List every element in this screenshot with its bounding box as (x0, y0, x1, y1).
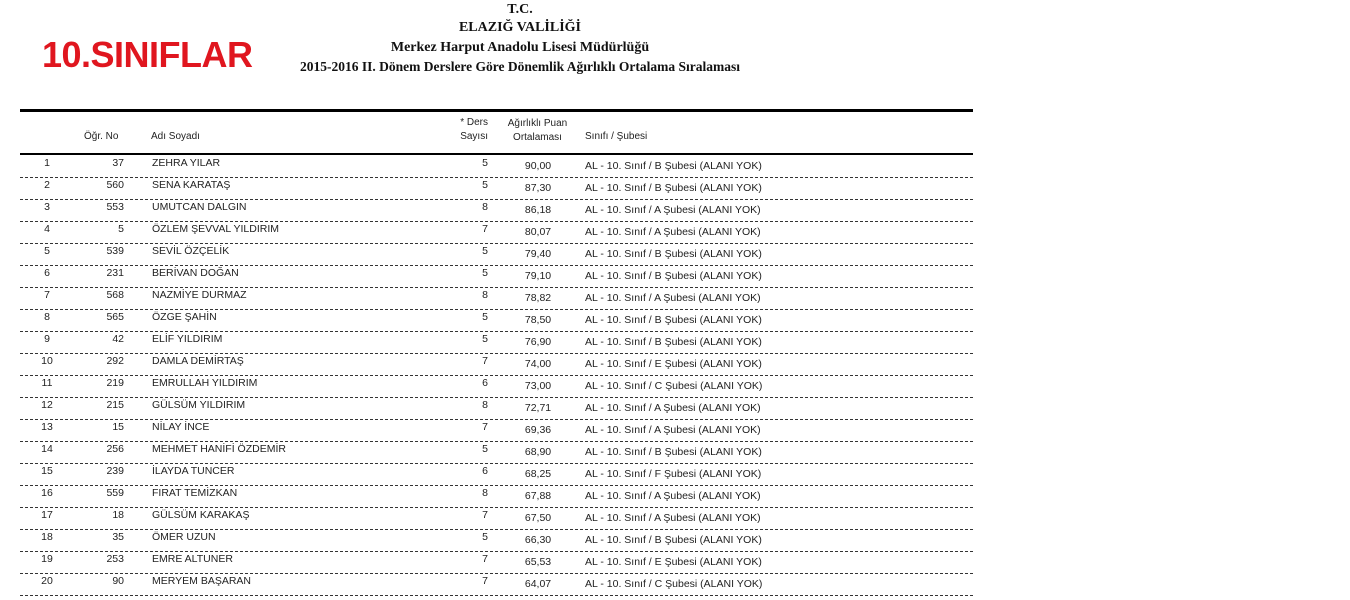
table-row (20, 573, 973, 596)
header-school: Merkez Harput Anadolu Lisesi Müdürlüğü (390, 40, 650, 55)
cell-rank: 20 (41, 575, 53, 587)
cell-puan: 90,00 (524, 160, 552, 172)
cell-no: 231 (106, 267, 124, 279)
table-row (20, 551, 973, 574)
col-header-puan-1: Ağırlıklı Puan (507, 118, 568, 129)
cell-ders: 7 (482, 553, 488, 565)
cell-no: 253 (106, 553, 124, 565)
cell-ders: 5 (482, 267, 488, 279)
report-title: 2015-2016 II. Dönem Derslere Göre Dönemlik Ağırlıklı Ortalama Sıralaması (299, 59, 741, 74)
table-row (20, 463, 973, 486)
cell-no: 560 (106, 179, 124, 191)
header-line-tc: T.C. (507, 2, 533, 17)
cell-sinif: AL - 10. Sınıf / B Şubesi (ALANI YOK) (585, 534, 762, 546)
cell-puan: 76,90 (524, 336, 552, 348)
cell-rank: 10 (41, 355, 53, 367)
cell-no: 90 (112, 575, 124, 587)
cell-ders: 5 (482, 443, 488, 455)
cell-sinif: AL - 10. Sınıf / E Şubesi (ALANI YOK) (585, 358, 762, 370)
cell-ders: 7 (482, 509, 488, 521)
cell-sinif: AL - 10. Sınıf / B Şubesi (ALANI YOK) (585, 314, 762, 326)
cell-name: UMUTCAN DALGIN (152, 201, 247, 213)
cell-sinif: AL - 10. Sınıf / F Şubesi (ALANI YOK) (585, 468, 762, 480)
cell-rank: 7 (44, 289, 50, 301)
cell-ders: 8 (482, 487, 488, 499)
table-row (20, 243, 973, 266)
cell-sinif: AL - 10. Sınıf / C Şubesi (ALANI YOK) (585, 380, 763, 392)
cell-rank: 2 (44, 179, 50, 191)
cell-no: 18 (112, 509, 124, 521)
cell-puan: 78,82 (524, 292, 552, 304)
cell-no: 568 (106, 289, 124, 301)
cell-no: 215 (106, 399, 124, 411)
header-governorship: ELAZIĞ VALİLİĞİ (458, 20, 582, 35)
cell-puan: 67,50 (524, 512, 552, 524)
cell-no: 559 (106, 487, 124, 499)
cell-rank: 12 (41, 399, 53, 411)
table-row (20, 529, 973, 552)
cell-name: NAZMİYE DURMAZ (152, 289, 247, 301)
cell-sinif: AL - 10. Sınıf / A Şubesi (ALANI YOK) (585, 490, 761, 502)
table-row (20, 441, 973, 464)
cell-rank: 13 (41, 421, 53, 433)
cell-no: 292 (106, 355, 124, 367)
cell-name: EMRULLAH YILDIRIM (152, 377, 258, 389)
col-header-puan-2: Ortalaması (513, 132, 562, 143)
cell-puan: 69,36 (524, 424, 552, 436)
cell-no: 15 (112, 421, 124, 433)
table-row (20, 309, 973, 332)
table-row (20, 221, 973, 244)
cell-puan: 66,30 (524, 534, 552, 546)
cell-puan: 68,90 (524, 446, 552, 458)
cell-sinif: AL - 10. Sınıf / A Şubesi (ALANI YOK) (585, 204, 761, 216)
col-header-sinif: Sınıfı / Şubesi (585, 131, 648, 142)
cell-sinif: AL - 10. Sınıf / A Şubesi (ALANI YOK) (585, 402, 761, 414)
cell-sinif: AL - 10. Sınıf / A Şubesi (ALANI YOK) (585, 424, 761, 436)
cell-ders: 5 (482, 531, 488, 543)
cell-puan: 87,30 (524, 182, 552, 194)
cell-name: EMRE ALTUNER (152, 553, 233, 565)
col-header-ders-2: Sayısı (460, 131, 488, 142)
table-row (20, 177, 973, 200)
cell-no: 5 (118, 223, 124, 235)
cell-rank: 16 (41, 487, 53, 499)
cell-no: 256 (106, 443, 124, 455)
cell-name: SEVİL ÖZÇELİK (152, 245, 230, 257)
table-row (20, 485, 973, 508)
cell-sinif: AL - 10. Sınıf / B Şubesi (ALANI YOK) (585, 336, 762, 348)
table-row (20, 287, 973, 310)
cell-rank: 4 (44, 223, 50, 235)
cell-name: İLAYDA TUNCER (152, 465, 235, 477)
cell-no: 539 (106, 245, 124, 257)
cell-sinif: AL - 10. Sınıf / A Şubesi (ALANI YOK) (585, 512, 761, 524)
cell-puan: 80,07 (524, 226, 552, 238)
cell-no: 219 (106, 377, 124, 389)
table-top-rule (20, 109, 973, 112)
cell-puan: 78,50 (524, 314, 552, 326)
cell-rank: 15 (41, 465, 53, 477)
cell-puan: 74,00 (524, 358, 552, 370)
cell-name: DAMLA DEMİRTAŞ (152, 355, 244, 367)
table-row (20, 397, 973, 420)
cell-name: MERYEM BAŞARAN (152, 575, 251, 587)
cell-no: 42 (112, 333, 124, 345)
cell-puan: 64,07 (524, 578, 552, 590)
table-row (20, 331, 973, 354)
cell-puan: 65,53 (524, 556, 552, 568)
cell-sinif: AL - 10. Sınıf / A Şubesi (ALANI YOK) (585, 292, 761, 304)
cell-no: 239 (106, 465, 124, 477)
table-row (20, 507, 973, 530)
cell-name: ÖZLEM ŞEVVAL YILDIRIM (152, 223, 280, 235)
cell-name: GÜLSÜM YILDIRIM (152, 399, 246, 411)
cell-name: ÖMER UZUN (152, 531, 216, 543)
cell-ders: 5 (482, 333, 488, 345)
cell-ders: 8 (482, 289, 488, 301)
table-row (20, 419, 973, 442)
cell-ders: 6 (482, 465, 488, 477)
cell-rank: 17 (41, 509, 53, 521)
cell-name: BERİVAN DOĞAN (152, 267, 239, 279)
cell-rank: 9 (44, 333, 50, 345)
cell-sinif: AL - 10. Sınıf / C Şubesi (ALANI YOK) (585, 578, 763, 590)
cell-sinif: AL - 10. Sınıf / E Şubesi (ALANI YOK) (585, 556, 762, 568)
cell-name: SENA KARATAŞ (152, 179, 231, 191)
cell-ders: 7 (482, 421, 488, 433)
cell-puan: 79,40 (524, 248, 552, 260)
cell-puan: 86,18 (524, 204, 552, 216)
col-header-ders-1: * Ders (460, 117, 488, 128)
cell-no: 37 (112, 157, 124, 169)
cell-name: ELİF YILDIRIM (152, 333, 223, 345)
cell-sinif: AL - 10. Sınıf / B Şubesi (ALANI YOK) (585, 270, 762, 282)
cell-sinif: AL - 10. Sınıf / B Şubesi (ALANI YOK) (585, 248, 762, 260)
cell-no: 35 (112, 531, 124, 543)
cell-name: MEHMET HANİFİ ÖZDEMİR (152, 443, 286, 455)
cell-rank: 5 (44, 245, 50, 257)
table-row (20, 199, 973, 222)
cell-rank: 3 (44, 201, 50, 213)
cell-puan: 72,71 (524, 402, 552, 414)
cell-puan: 68,25 (524, 468, 552, 480)
cell-name: NİLAY İNCE (152, 421, 210, 433)
cell-rank: 8 (44, 311, 50, 323)
cell-sinif: AL - 10. Sınıf / B Şubesi (ALANI YOK) (585, 446, 762, 458)
cell-sinif: AL - 10. Sınıf / B Şubesi (ALANI YOK) (585, 160, 762, 172)
cell-rank: 18 (41, 531, 53, 543)
cell-name: ÖZGE ŞAHİN (152, 311, 217, 323)
cell-no: 553 (106, 201, 124, 213)
cell-rank: 11 (41, 377, 53, 389)
cell-ders: 5 (482, 179, 488, 191)
table-row (20, 375, 973, 398)
cell-ders: 8 (482, 201, 488, 213)
cell-sinif: AL - 10. Sınıf / B Şubesi (ALANI YOK) (585, 182, 762, 194)
cell-ders: 8 (482, 399, 488, 411)
col-header-name: Adı Soyadı (151, 131, 200, 142)
cell-name: ZEHRA YILAR (152, 157, 221, 169)
cell-ders: 6 (482, 377, 488, 389)
cell-rank: 19 (41, 553, 53, 565)
cell-ders: 7 (482, 355, 488, 367)
cell-ders: 5 (482, 245, 488, 257)
cell-rank: 14 (41, 443, 53, 455)
cell-puan: 73,00 (524, 380, 552, 392)
cell-ders: 7 (482, 223, 488, 235)
cell-rank: 1 (44, 157, 50, 169)
cell-ders: 5 (482, 157, 488, 169)
cell-ders: 5 (482, 311, 488, 323)
col-header-no: Öğr. No (84, 131, 119, 142)
cell-name: FIRAT TEMİZKAN (152, 487, 238, 499)
cell-name: GÜLSÜM KARAKAŞ (152, 509, 250, 521)
cell-puan: 67,88 (524, 490, 552, 502)
table-row (20, 155, 973, 178)
cell-ders: 7 (482, 575, 488, 587)
cell-no: 565 (106, 311, 124, 323)
cell-rank: 6 (44, 267, 50, 279)
cell-puan: 79,10 (524, 270, 552, 282)
cell-sinif: AL - 10. Sınıf / A Şubesi (ALANI YOK) (585, 226, 761, 238)
class-level-badge: 10.SINIFLAR (42, 34, 253, 75)
table-row (20, 265, 973, 288)
table-row (20, 353, 973, 376)
